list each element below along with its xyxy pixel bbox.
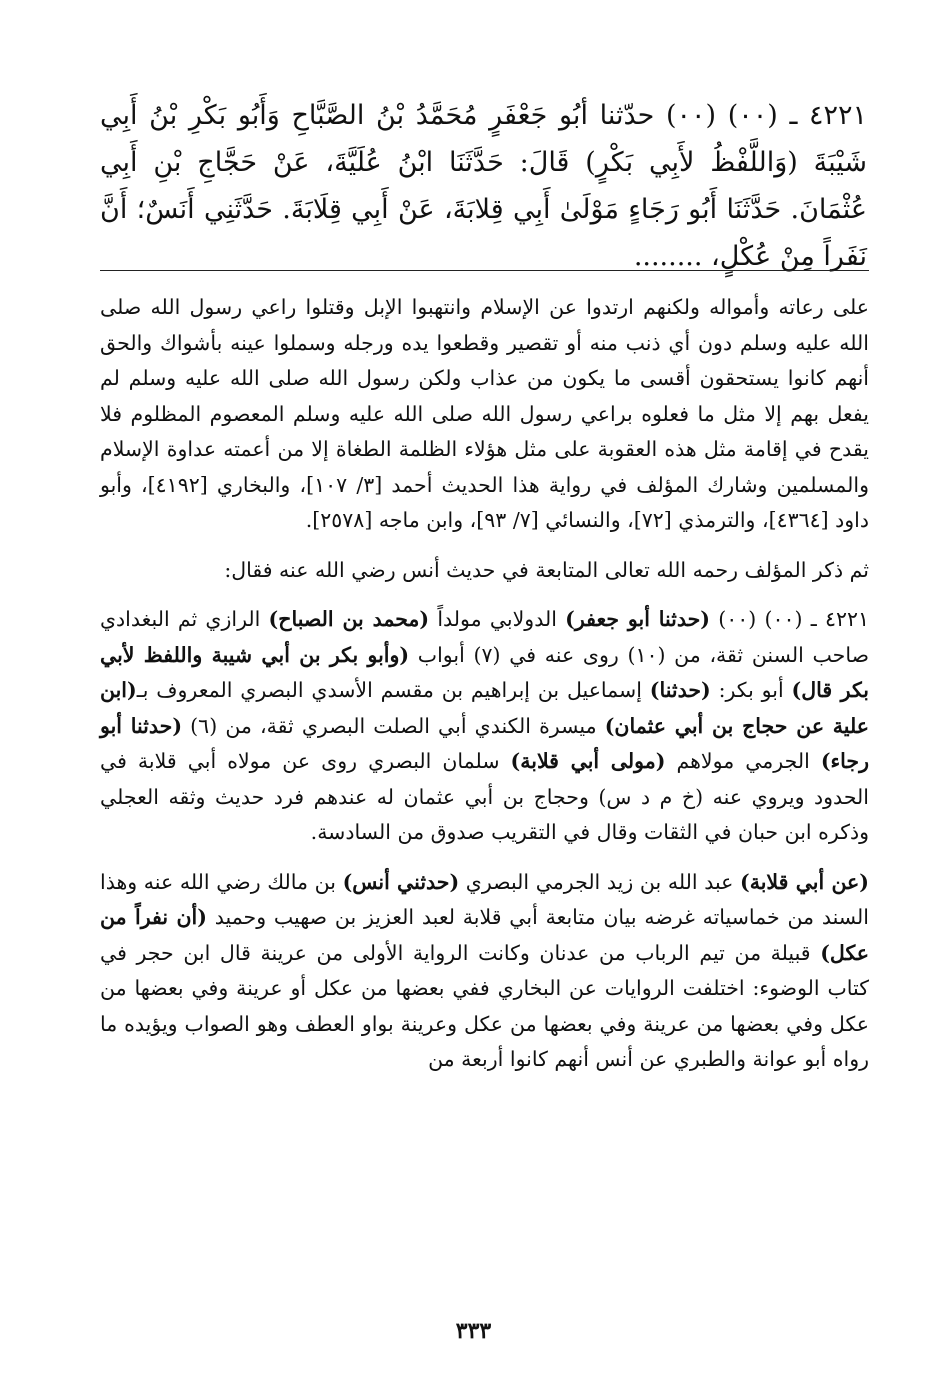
bold-quote: (عن أبي قلابة) [740, 869, 869, 894]
page-number: ٣٣٣ [455, 1318, 492, 1344]
hadith-text-block [100, 92, 867, 280]
paragraph-gap [100, 539, 869, 553]
text-run: ٤٢٢١ ـ (٠٠) (٠٠) [710, 607, 869, 631]
text-run: الدولابي مولداً [429, 607, 566, 631]
commentary-block [100, 290, 869, 1078]
bold-quote: (أن نفراً من عكل) [100, 905, 869, 965]
commentary-paragraph-3 [100, 602, 869, 851]
bold-quote: (محمد بن الصباح) [268, 607, 430, 631]
bold-quote: (وأبو بكر بن أبي شيبة واللفظ لأبي بكر قال) [100, 642, 869, 702]
paragraph-gap [100, 851, 869, 865]
text-run: قبيلة من تيم الرباب من عدنان وكانت الرواية الأولى من عرينة قال ابن حجر في كتاب الوضوء: اختلفت الروايات عن البخاري ففي بعضها من عكل أو عرينة وفي بعضها من عكل وفي بعضها من عرينة وفي بعضها من عكل وعرينة بواو العطف وهو الصواب ويؤيده ما رواه أبو عوانة والطبري عن أنس أنهم كانوا أربعة من [100, 940, 869, 1071]
text-run: أبو بكر: [710, 678, 792, 702]
bold-quote: (ابن علية عن حجاج بن أبي عثمان) [100, 678, 870, 738]
text-run: سلمان البصري روى عن مولاه أبي قلابة في الحدود ويروي عنه (خ م د س) وحجاج بن أبي عثمان له عندهم فرد حديث وثقه العجلي وذكره ابن حبان في الثقات وقال في التقريب صدوق من السادسة. [100, 749, 869, 844]
commentary-paragraph-1: على رعاته وأمواله ولكنهم ارتدوا عن الإسلام وانتهبوا الإبل وقتلوا راعي رسول الله صلى الله عليه وسلم دون أي ذنب منه أو تقصير وقطعوا يده ورجله وسملوا عينه بأشواك والحق أنهم كانوا يستحقون أقسى ما يكون من عذاب ولكن رسول الله صلى الله عليه وسلم لم يفعل بهم إلا مثل ما فعلوه براعي رسول الله صلى الله عليه وسلم المعصوم المظلوم فلا يقدح في إقامة مثل هذه العقوبة على مثل هؤلاء الظلمة الطغاة إلا من أعمته عداوة الإسلام والمسلمين وشارك المؤلف في رواية هذا الحديث أحمد [٣/ ١٠٧]، والبخاري [٤١٩٢]، وأبو داود [٤٣٦٤]، والترمذي [٧٢]، والنسائي [٧/ ٩٣]، وابن ماجه [٢٥٧٨]. [100, 295, 869, 532]
text-run: الجرمي مولاهم [665, 749, 821, 773]
bold-quote: (حدثنا) [649, 678, 711, 702]
paragraph-gap [100, 588, 869, 602]
bold-quote: (حدثنا أبو جعفر) [565, 607, 710, 631]
text-run: عبد الله بن زيد الجرمي البصري [459, 869, 741, 894]
bold-quote: (حدثني أنس) [342, 869, 460, 894]
text-run: الرازي ثم البغدادي صاحب السنن ثقة، من (١٠) روى عنه في (٧) أبواب [100, 607, 869, 667]
commentary-paragraph-4 [100, 865, 869, 1078]
bold-quote: (حدثنا أبو رجاء) [100, 713, 869, 773]
text-run: بن مالك رضي الله عنه وهذا السند من خماسياته غرضه بيان متابعة أبي قلابة لعبد العزيز بن صهيب وحميد [100, 869, 869, 929]
commentary-paragraph-2: ثم ذكر المؤلف رحمه الله تعالى المتابعة في حديث أنس رضي الله عنه فقال: [224, 557, 869, 582]
bold-quote: (مولى أبي قلابة) [510, 749, 666, 773]
footnote-divider [100, 270, 869, 271]
hadith-text: ٤٢٢١ ـ (٠٠) (٠٠) حدّثنا أبُو جَعْفَرٍ مُحَمَّدُ بْنُ الصَّبَّاحِ وَأَبُو بَكْرِ بْنُ أَبِي شَيْبَةَ (وَاللَّفْظُ لأَبِي بَكْرٍ) قَالَ: حَدَّثَنَا ابْنُ عُلَيَّةَ، عَنْ حَجَّاجِ بْنِ أَبِي عُثْمَانَ. حَدَّثَنَا أَبُو رَجَاءٍ مَوْلَىٰ أَبِي قِلابَةَ، عَنْ أَبِي قِلَابَةَ. حَدَّثَنِي أَنَسٌ؛ أَنَّ نَفَراً مِنْ عُكْلٍ، ........ [100, 100, 868, 272]
text-run: إسماعيل بن إبراهيم بن مقسم الأسدي البصري المعروف بـ [136, 678, 650, 702]
text-run: ميسرة الكندي أبي الصلت البصري ثقة، من (٦) [182, 713, 605, 738]
